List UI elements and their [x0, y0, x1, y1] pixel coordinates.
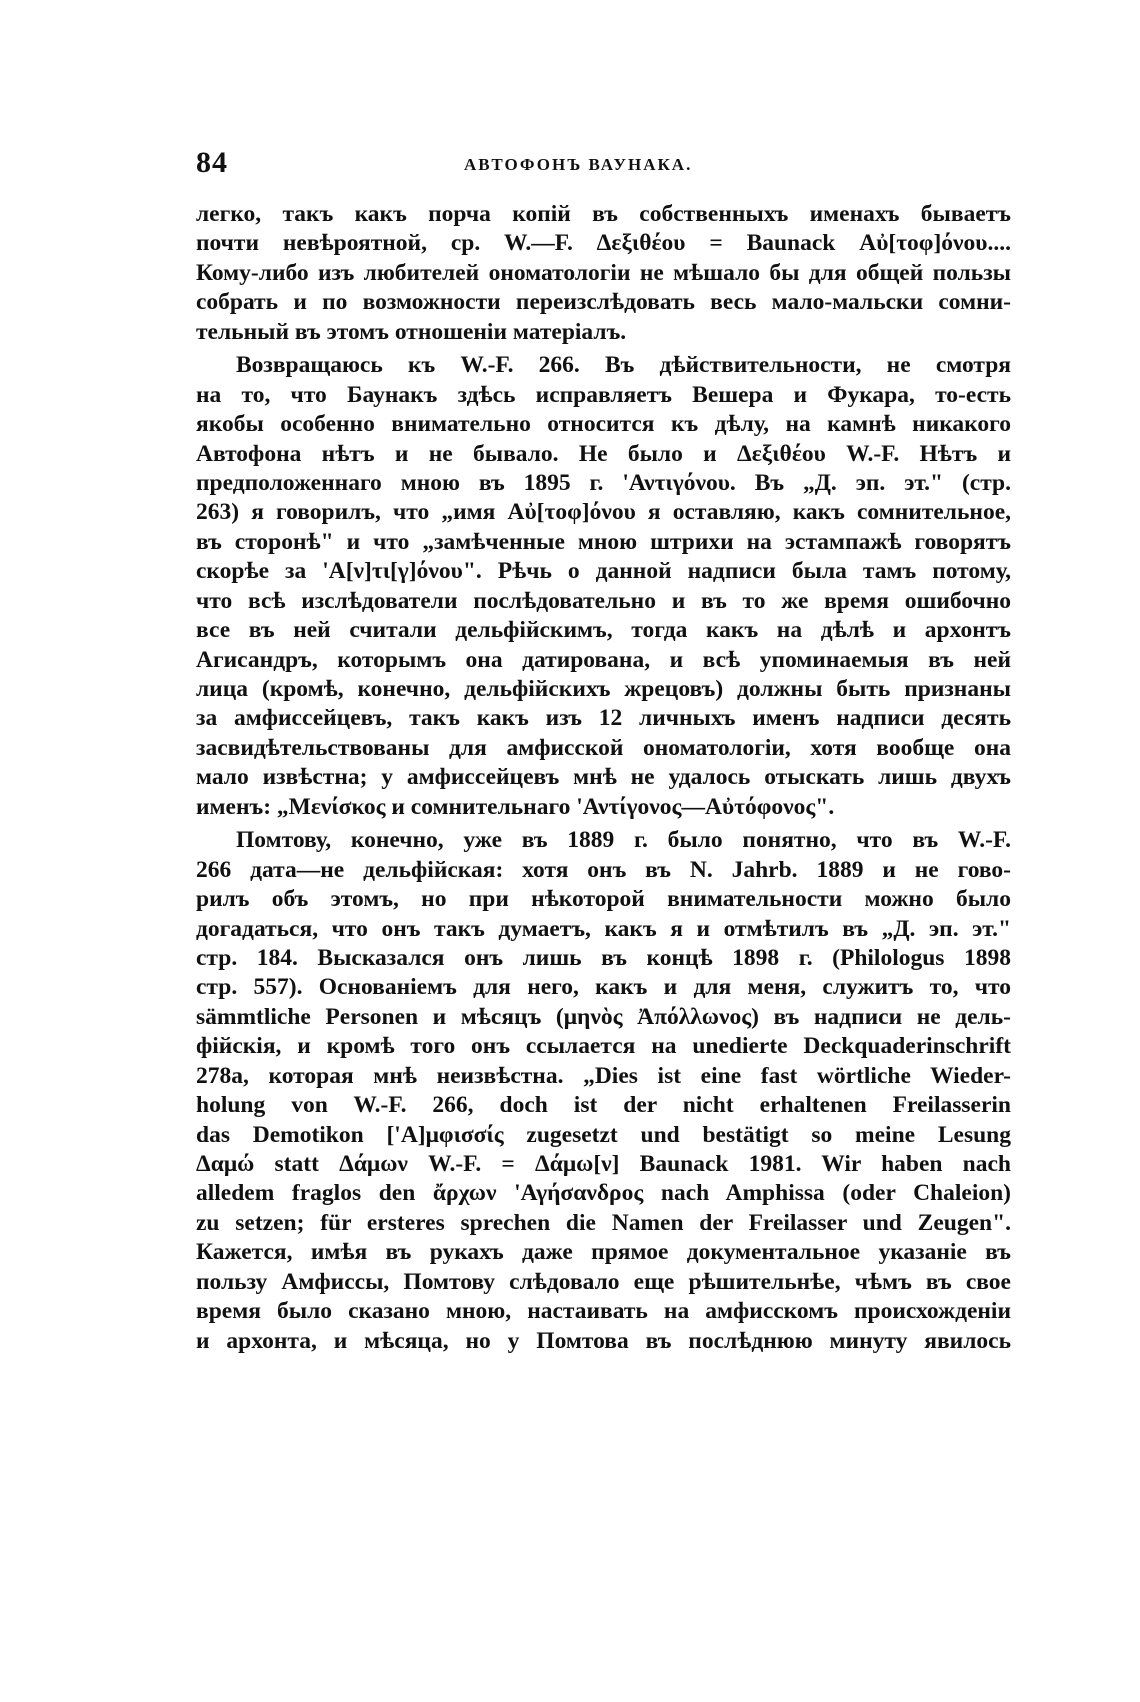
text-line: догадаться, что онъ такъ думаетъ, какъ я и отмѣтилъ въ „Д. эп. эт."	[196, 915, 1011, 942]
text-line: zu setzen; für ersteres sprechen die Namen der Freilasser und Zeugen".	[196, 1209, 1011, 1236]
text-line: лица (кромѣ, конечно, дельфійскихъ жрецовъ) должны быть признаны	[196, 676, 1011, 702]
text-line: Δαμώ statt Δάμων W.-F. = Δάμω[ν] Baunack 1981. Wir haben nach	[196, 1151, 1011, 1177]
text-line: собрать и по возможности переизслѣдовать весь мало-мальски сомни-	[196, 289, 1011, 316]
text-line: das Demotikon ['Α]μφισσίς zugesetzt und bestätigt so meine Lesung	[196, 1121, 1011, 1148]
text-line: стр. 184. Высказался онъ лишь въ концѣ 1898 г. (Philologus 1898	[196, 944, 1011, 971]
text-line: Помтову, конечно, уже въ 1889 г. было понятно, что въ W.-F.	[236, 827, 1011, 854]
text-line: легко, такъ какъ порча копій въ собственныхъ именахъ бываетъ	[196, 201, 1011, 227]
text-line: Кому-либо изъ любителей ономатологіи не мѣшало бы для общей пользы	[196, 259, 1011, 286]
text-line: рилъ объ этомъ, но при нѣкоторой внимательности можно было	[196, 886, 1011, 913]
text-line: на то, что Баунакъ здѣсь исправляетъ Вешера и Фукара, то-есть	[196, 381, 1011, 408]
text-line: стр. 557). Основаніемъ для него, какъ и для меня, служитъ то, что	[196, 974, 1011, 1001]
text-line: Кажется, имѣя въ рукахъ даже прямое документальное указаніе въ	[196, 1239, 1011, 1266]
text-line: тельный въ этомъ отношеніи матеріалъ.	[196, 318, 627, 345]
text-line: почти невѣроятной, ср. W.—F. Δεξιθέου = Baunack Αὐ[τοφ]όνου....	[196, 230, 1011, 257]
page-number: 84	[196, 146, 228, 179]
running-head	[196, 146, 1011, 186]
text-line: Агисандръ, которымъ она датирована, и всѣ упоминаемыя въ ней	[196, 646, 1011, 673]
text-line: sämmtliche Personen и мѣсяцъ (μηνὸς Ἀπόλλωνος) въ надписи не дель-	[196, 1003, 1011, 1030]
text-line: alledem fraglos den ἄρχων 'Αγήσανδρος nach Amphissa (oder Chaleion)	[196, 1180, 1011, 1207]
text-line: предположеннаго мною въ 1895 г. 'Αντιγόνου. Въ „Д. эп. эт." (стр.	[196, 469, 1011, 496]
text-line: засвидѣтельствованы для амфисской ономатологіи, хотя вообще она	[196, 734, 1011, 761]
text-line: скорѣе за 'Α[ν]τι[γ]όνου". Рѣчь о данной надписи была тамъ потому,	[196, 558, 1011, 585]
text-line: пользу Амфиссы, Помтову слѣдовало еще рѣшительнѣе, чѣмъ въ свое	[196, 1268, 1011, 1295]
text-line: все въ ней считали дельфійскимъ, тогда какъ на дѣлѣ и архонтъ	[196, 617, 1011, 644]
running-title: АВТОФОНЪ ВАУНАКА.	[464, 155, 693, 174]
text-line: 263) я говорилъ, что „имя Αὐ[τοφ]όνου я оставляю, какъ сомнительное,	[196, 499, 1011, 526]
text-line: мало извѣстна; у амфиссейцевъ мнѣ не удалось отыскать лишь двухъ	[196, 764, 1011, 791]
text-line: и архонта, и мѣсяца, но у Помтова въ послѣднюю минуту явилось	[196, 1327, 1011, 1354]
text-line: за амфиссейцевъ, такъ какъ изъ 12 личныхъ именъ надписи десять	[196, 705, 1011, 732]
text-line: 278a, которая мнѣ неизвѣстна. „Dies ist eine fast wörtliche Wieder-	[196, 1062, 1011, 1089]
text-line: 266 дата—не дельфійская: хотя онъ въ N. Jahrb. 1889 и не гово-	[196, 856, 1011, 883]
text-line: якобы особенно внимательно относится къ дѣлу, на камнѣ никакого	[196, 411, 1011, 438]
text-line: что всѣ изслѣдователи послѣдовательно и въ то же время ошибочно	[196, 587, 1011, 614]
text-line: именъ: „Μενίσκος и сомнительнаго 'Αντίγονος—Αὐτόφονος".	[196, 793, 835, 820]
text-line: время было сказано мною, настаивать на амфисскомъ происхожденіи	[196, 1298, 1011, 1325]
text-line: holung von W.-F. 266, doch ist der nicht erhaltenen Freilasserin	[196, 1092, 1011, 1119]
text-line: Возвращаюсь къ W.-F. 266. Въ дѣйствительности, не смотря	[236, 352, 1011, 379]
text-line: фійскія, и кромѣ того онъ ссылается на unedierte Deckquaderinschrift	[196, 1033, 1011, 1060]
body-text	[196, 200, 1011, 1356]
text-line: въ сторонѣ" и что „замѣченные мною штрихи на эстампажѣ говорятъ	[196, 528, 1011, 555]
text-line: Автофона нѣтъ и не бывало. Не было и Δεξιθέου W.-F. Нѣтъ и	[196, 440, 1011, 467]
